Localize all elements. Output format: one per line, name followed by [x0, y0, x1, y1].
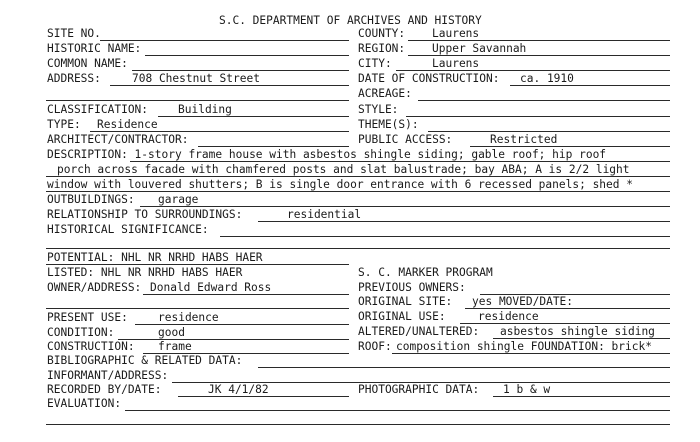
site-no-line [100, 40, 349, 41]
description-line-1: DESCRIPTION: 1-story frame house with asbestos shingle siding; gable roof; hip roof [47, 148, 607, 161]
divider-line [46, 100, 349, 101]
relationship-line [258, 221, 670, 222]
classification-label: CLASSIFICATION: [47, 103, 149, 116]
common-name-line [132, 70, 349, 71]
potential-row: POTENTIAL: NHL NR NRHD HABS HAER [47, 251, 263, 264]
county-label: COUNTY: [358, 27, 406, 40]
relationship-label: RELATIONSHIP TO SURROUNDINGS: [47, 208, 243, 221]
altered-label: ALTERED/UNALTERED: [358, 325, 480, 338]
recorded-by-value: JK 4/1/82 [208, 383, 269, 396]
county-value: Laurens [432, 27, 480, 40]
date-construction-label: DATE OF CONSTRUCTION: [358, 72, 500, 85]
city-value: Laurens [432, 57, 480, 70]
construction-label: CONSTRUCTION: [47, 340, 135, 353]
informant-label: INFORMANT/ADDRESS: [47, 369, 169, 382]
city-label: CITY: [358, 57, 392, 70]
owner-value: Donald Edward Ross [150, 281, 272, 294]
outbuildings-value: garage [158, 193, 199, 206]
region-line [408, 55, 670, 56]
classification-line [158, 116, 349, 117]
evaluation-line [125, 410, 670, 411]
photographic-value: 1 b & w [503, 383, 551, 396]
site-no-label: SITE NO. [47, 27, 101, 40]
classification-value: Building [178, 103, 232, 116]
address-label: ADDRESS: [47, 72, 101, 85]
style-line [406, 116, 670, 117]
common-name-label: COMMON NAME: [47, 57, 128, 70]
historic-name-label: HISTORIC NAME: [47, 42, 142, 55]
form-header: S.C. DEPARTMENT OF ARCHIVES AND HISTORY [219, 14, 482, 27]
county-line [408, 40, 670, 41]
photographic-line [493, 396, 670, 397]
construction-value: frame [158, 340, 192, 353]
altered-value: asbestos shingle siding [500, 325, 655, 338]
bibliographic-label: BIBLIOGRAPHIC & RELATED DATA: [47, 354, 243, 367]
historical-significance-label: HISTORICAL SIGNIFICANCE: [47, 223, 209, 236]
roof-line [392, 353, 670, 354]
roof-label: ROOF: [358, 340, 392, 353]
recorded-by-label: RECORDED BY/DATE: [47, 383, 162, 396]
type-value: Residence [97, 118, 158, 131]
acreage-label: ACREAGE: [358, 87, 412, 100]
date-construction-value: ca. 1910 [520, 72, 574, 85]
public-access-label: PUBLIC ACCESS: [358, 133, 453, 146]
historical-significance-rule-2 [46, 248, 670, 249]
description-line-3: window with louvered shutters; B is single door entrance with 6 recessed panels; shed * [47, 178, 633, 191]
owner-line [143, 294, 349, 295]
bibliographic-line [258, 367, 670, 368]
previous-owners-label: PREVIOUS OWNERS: [358, 281, 466, 294]
owner-rule-2 [46, 308, 349, 309]
architect-label: ARCHITECT/CONTRACTOR: [47, 133, 189, 146]
condition-line [118, 339, 349, 340]
acreage-line [418, 100, 670, 101]
address-line [110, 85, 349, 86]
public-access-value: Restricted [490, 133, 558, 146]
roof-value: composition shingle FOUNDATION: brick* [396, 340, 652, 353]
description-rule-3 [46, 191, 670, 192]
region-label: REGION: [358, 42, 406, 55]
region-value: Upper Savannah [432, 42, 527, 55]
type-line [90, 131, 349, 132]
owner-label: OWNER/ADDRESS: [47, 281, 142, 294]
listed-row: LISTED: NHL NR NRHD HABS HAER [47, 266, 243, 279]
original-site-line [465, 308, 670, 309]
type-label: TYPE: [47, 118, 81, 131]
description-line-2: porch across facade with chamfered posts and slat balustrade; bay ABA; A is 2/2 light [57, 163, 630, 176]
recorded-by-line [178, 396, 349, 397]
present-use-line [135, 324, 349, 325]
theme-label: THEME(S): [358, 118, 419, 131]
style-label: STYLE: [358, 103, 399, 116]
potential-line [46, 264, 349, 265]
description-rule-1 [130, 161, 670, 162]
original-use-label: ORIGINAL USE: [358, 310, 446, 323]
outbuildings-label: OUTBUILDINGS: [47, 193, 135, 206]
original-use-value: residence [478, 310, 539, 323]
date-construction-line [510, 85, 670, 86]
outbuildings-line [140, 206, 670, 207]
altered-line [493, 338, 670, 339]
present-use-label: PRESENT USE: [47, 311, 128, 324]
address-value: 708 Chestnut Street [132, 72, 260, 85]
original-site-label: ORIGINAL SITE: [358, 295, 453, 308]
photographic-label: PHOTOGRAPHIC DATA: [358, 383, 480, 396]
public-access-line [470, 146, 670, 147]
theme-line [428, 131, 670, 132]
description-rule-2 [46, 176, 670, 177]
historic-name-line [145, 55, 349, 56]
evaluation-label: EVALUATION: [47, 397, 122, 410]
condition-label: CONDITION: [47, 326, 115, 339]
sc-marker-label: S. C. MARKER PROGRAM [358, 266, 493, 279]
architect-line [198, 146, 349, 147]
relationship-value: residential [287, 208, 362, 221]
original-site-value: yes MOVED/DATE: [472, 295, 574, 308]
historical-significance-rule-1 [220, 236, 670, 237]
city-line [396, 70, 670, 71]
evaluation-rule-2 [46, 424, 670, 425]
original-use-line [460, 323, 670, 324]
present-use-value: residence [158, 311, 219, 324]
condition-value: good [158, 326, 185, 339]
